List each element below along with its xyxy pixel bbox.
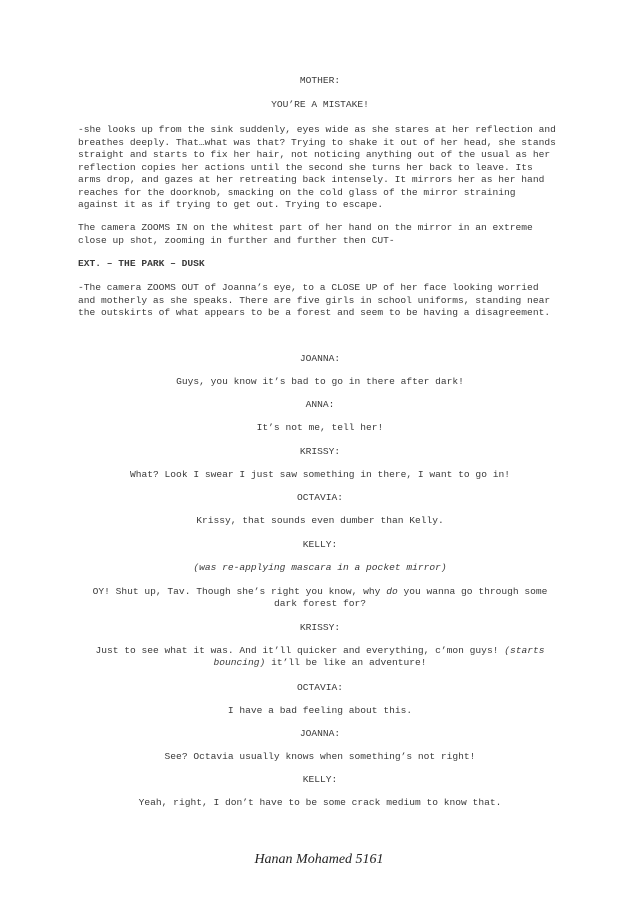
parenthetical-inline: (starts xyxy=(504,645,545,656)
character-name-joanna: JOANNA: xyxy=(299,728,341,739)
dialogue-joanna: Guys, you know it’s bad to go in there after dark! xyxy=(176,376,464,387)
page-footer: Hanan Mohamed 5161 xyxy=(254,852,384,867)
dialogue-octavia: Krissy, that sounds even dumber than Kelly. xyxy=(196,515,444,526)
parenthetical-kelly: (was re-applying mascara in a pocket mirror) xyxy=(193,562,447,573)
character-name-anna: ANNA: xyxy=(305,399,335,410)
action-paragraph-1 xyxy=(78,124,562,212)
dialogue-emphasis: do xyxy=(386,586,398,597)
dialogue-kelly xyxy=(78,586,562,599)
dialogue-text: it’ll be like an adventure! xyxy=(265,657,427,668)
action-line: breathes deeply. That…what was that? Trying to shake it out of her head, she stands xyxy=(78,136,556,148)
action-line: and motherly as she speaks. There are five girls in school uniforms, standing near xyxy=(78,294,551,306)
action-line: arms drop, and gazes at her retreating back intensely. It mirrors her as her hand xyxy=(78,174,545,185)
character-name-krissy: KRISSY: xyxy=(299,446,341,457)
action-paragraph-2 xyxy=(78,222,562,247)
action-line: the outskirts of what appears to be a forest and seem to be having a disagreement. xyxy=(78,307,551,318)
dialogue-krissy xyxy=(78,645,562,658)
dialogue-kelly-cont: dark forest for? xyxy=(273,598,367,609)
action-line: -The camera ZOOMS OUT of Joanna’s eye, to a CLOSE UP of her face looking worried xyxy=(78,282,539,293)
dialogue-mother: YOU’RE A MISTAKE! xyxy=(271,99,369,110)
dialogue-anna: It’s not me, tell her! xyxy=(256,422,384,433)
action-line: reaches for the doorknob, smacking on the cold glass of the mirror straining xyxy=(78,186,516,198)
action-line: The camera ZOOMS IN on the whitest part of her hand on the mirror in an extreme xyxy=(78,222,533,233)
dialogue-krissy: What? Look I swear I just saw something in there, I want to go in! xyxy=(130,469,510,480)
parenthetical-inline: bouncing) xyxy=(213,657,266,668)
character-name-kelly: KELLY: xyxy=(302,774,338,785)
action-line: straight and starts to fix her hair, not noticing anything out of the usual as her xyxy=(78,149,551,160)
dialogue-joanna: See? Octavia usually knows when something’s not right! xyxy=(164,751,476,762)
action-line: -she looks up from the sink suddenly, eyes wide as she stares at her reflection and xyxy=(78,124,556,135)
action-line: reflection copies her actions until the second she turns her back to leave. Its xyxy=(78,161,533,173)
character-name-kelly: KELLY: xyxy=(302,539,338,550)
action-line: against it as if trying to get out. Trying to escape. xyxy=(78,199,384,210)
dialogue-text: Just to see what it was. And it’ll quicker and everything, c’mon guys! xyxy=(95,645,505,656)
character-name-krissy: KRISSY: xyxy=(299,622,341,633)
dialogue-text: you wanna go through some xyxy=(397,586,548,597)
character-name-octavia: OCTAVIA: xyxy=(296,492,344,503)
dialogue-kelly: Yeah, right, I don’t have to be some crack medium to know that. xyxy=(138,797,502,808)
action-line: close up shot, zooming in further and further then CUT- xyxy=(78,234,395,246)
character-name-mother: MOTHER: xyxy=(299,75,341,86)
scene-heading: EXT. – THE PARK – DUSK xyxy=(78,258,205,269)
dialogue-text: OY! Shut up, Tav. Though she’s right you know, why xyxy=(92,586,387,597)
character-name-joanna: JOANNA: xyxy=(299,353,341,364)
character-name-octavia: OCTAVIA: xyxy=(296,682,344,693)
dialogue-krissy-cont xyxy=(78,657,562,670)
action-paragraph-3 xyxy=(78,282,562,320)
dialogue-octavia: I have a bad feeling about this. xyxy=(227,705,413,716)
